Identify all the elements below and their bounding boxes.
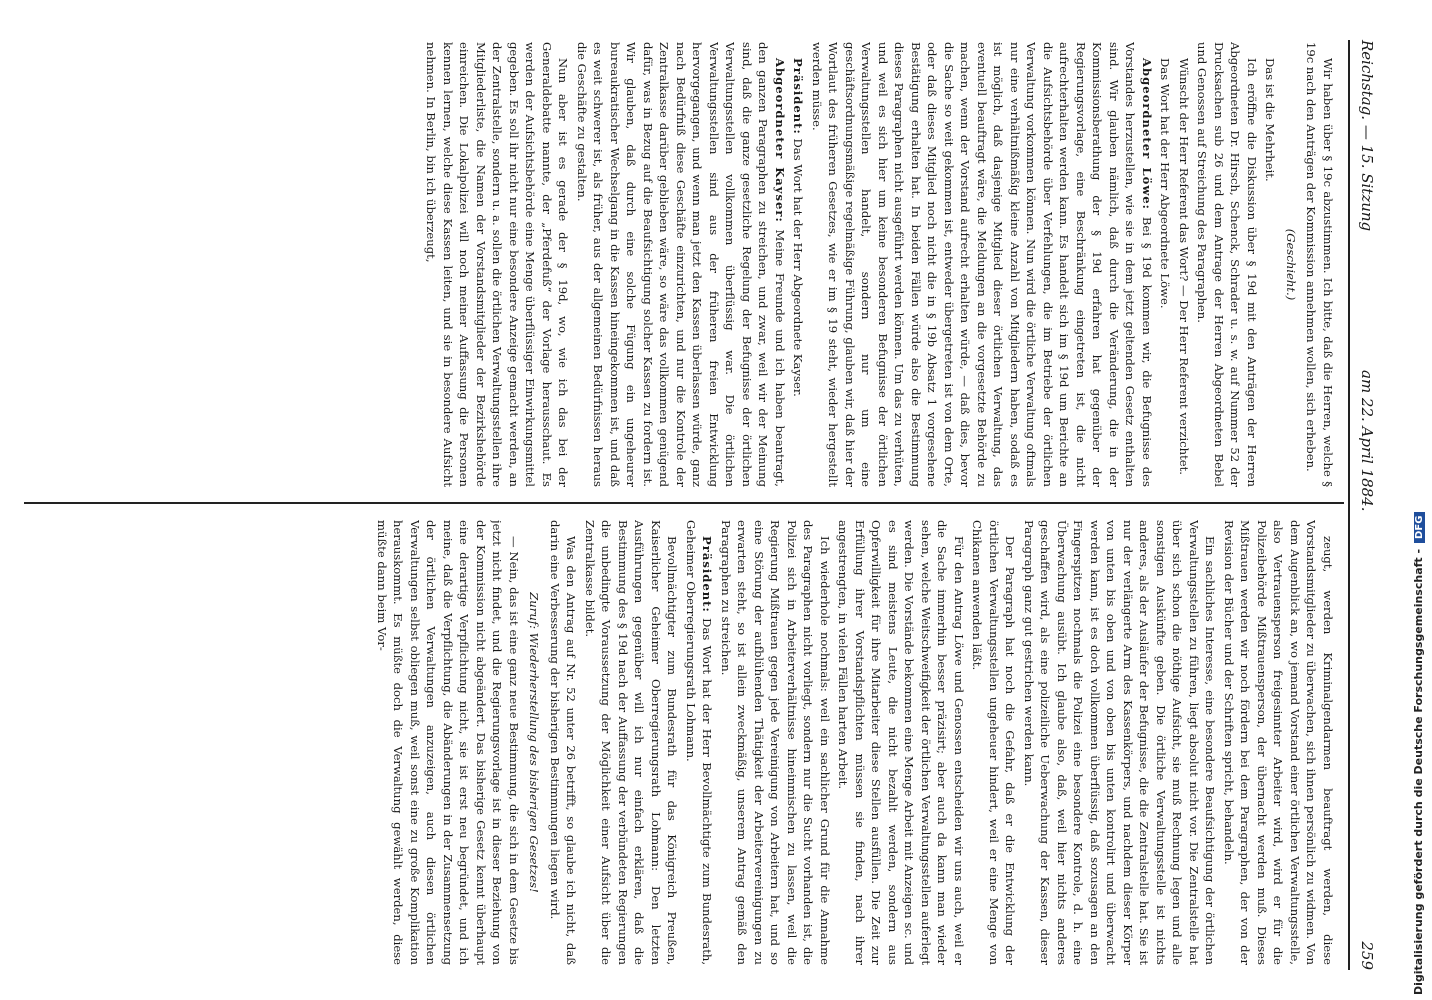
paragraph: Der Paragraph hat noch die Gefahr, daß er die Entwicklung der örtlichen Verwaltungsstellen ungeheuer hindert, weil er eine Menge von Chikanen anwenden läßt.	[970, 520, 1018, 965]
paragraph: Wir haben über § 19c abzustimmen. Ich bitte, daß die Herren, welche § 19c nach den Anträgen der Kommission annehmen wollen, sich erheben.	[1304, 42, 1335, 487]
credit-text: Digitalisierung gefördert durch die Deutsche Forschungsgemeinschaft -	[1412, 548, 1425, 995]
speech-paragraph	[574, 42, 789, 487]
paragraph: Was den Antrag auf Nr. 52 unter 26 betrifft, so glaube ich nicht, daß darin eine Verbesserung der bisherigen Bestimmungen liegen wird.	[548, 520, 579, 965]
paragraph: Ein sachliches Interesse, eine besondere Beaufsichtigung der örtlichen Verwaltungsstellen zu führen, liegt absolut nicht vor. Die Zentralstelle hat über sich schon die nöthige Aufsicht, sie muß Rechnung legen und alle sonstigen Auskünfte geben. Die örtliche Verwaltungsstelle ist nichts anderes, als der Ausläufer der Befugnisse, die die Zentralstelle hat. Sie ist nur der verlängerte Arm des Kassenkörpers, und nachdem dieser Körper von unten bis oben und von oben bis unten kontrolirt und überwacht werden kann, ist es doch vollkommen überflüssig, daß sozusagen an den Fingerspitzen nochmals die Polizei eine besondere Kontrole, d. h. eine Überwachung ausübt. Ich glaube also, daß, weil hier nichts anderes geschaffen wird, als eine polizeiliche Ueberwachung der Kassen, dieser Paragraph ganz gut gestrichen werden kann.	[1022, 520, 1218, 965]
paragraph: Das ist die Mehrheit.	[1263, 58, 1278, 182]
speaker-name: Abgeordneter Kayser:	[773, 58, 787, 223]
paragraph: zeugt, werden Kriminalgendarmen beauftragt werden, diese Vorstandsmitglieder zu überwachen, sich ihnen persönlich zu widmen. Von dem Augenblick an, wo jemand Vorstand einer örtlichen Verwaltungsstelle, also Vertrauensperson freigesinnter Arbeiter wird, wird er für die Polizeibehörde Mißtrauensperson, der übernacht werden muß. Dieses Mißtrauen werden wir noch fördern bei dem Paragraphen, der von der Revision der Bücher und der Schriften spricht, behandeln.	[1222, 520, 1335, 965]
paragraph: Das Wort hat der Herr Abgeordnete Löwe.	[1158, 58, 1173, 309]
page-header	[1346, 40, 1382, 970]
stage-direction: Zuruf: Wiederherstellung des bisherigen Gesetzes!	[527, 592, 542, 893]
speech-text: Bei § 19d kommen wir, die Befugnisse des Vorstandes herzustellen, wie sie in dem jetzt geltenden Gesetz enthalten sind. Wir glauben nämlich, daß durch die Veränderung, die in der Kommissionsberathung der § 19d erfahren hat gegenüber der Regierungsvorlage, eine Beschränkung eingetreten ist, die nicht aufrechterhalten werden kann. Es handelt sich im § 19d um Berichte an die Aufsichtsbehörde über Verfehlungen, die im Betriebe der örtlichen Verwaltung vorkommen können. Nun wird die örtliche Verwaltung oftmals nur eine verhältnißmäßig kleine Anzahl von Mitgliedern haben, sodaß es ist möglich, daß dasjenige Mitglied dieser örtlichen Verwaltung, das eventuell beauftragt wäre, die Meldungen an die vorgesetzte Behörde zu machen, wenn der Vorstand aufrecht erhalten würde, — daß dies, bevor die Sache so weit gekommen ist, entweder übergetreten ist von dem Orte, oder daß dieses Mitglied noch nicht die in § 19b Absatz 1 vorgesehene Bestätigung erhalten hat. In beiden Fällen würde also die Bestimmung dieses Paragraphen nicht ausgeführt werden können. Um das zu verhüten, und weil es sich hier um keine besonderen Befugnisse der örtlichen Verwaltungsstellen handelt, sondern nur um eine geschäftsordnungsmäßige regelmäßige Führung, glauben wir, daß hier der Wortlaut des früheren Gesetzes, wie er im § 19 steht, wieder hergestellt werden müsse.	[810, 42, 1154, 487]
column-divider	[24, 502, 1344, 504]
paragraph: Bevollmächtigter zum Bundesrath für das Königreich Preußen, Kaiserlicher Geheimer Oberregierungsrath Lohmann: Den letzten Ausführungen gegenüber will ich nur einfach erklären, daß die Bestimmung des § 19d nach der Auffassung der verbündeten Regierungen die unbedingte Voraussetzung der Möglichkeit einer Aufsicht über die Zentralkasse bildet.	[583, 520, 680, 965]
paragraph: — Nein, das ist eine ganz neue Bestimmung, die sich in dem Gesetze bis jetzt nicht findet, und die Regierungsvorlage ist in dieser Beziehung von der Kommission nicht abgeändert. Das bisherige Gesetz kennt überhaupt eine derartige Verpflichtung nicht, sie ist erst neu begründet, und ich meine, daß die Verpflichtung, die Abänderungen in der Zusammensetzung der örtlichen Verwaltungen anzuzeigen, auch diesen örtlichen Verwaltungen selbst obliegen muß, weil sonst eine zu große Komplikation herauskommt. Es müßte doch die Verwaltung gewählt werden, diese müßte dann beim Vor-	[375, 520, 521, 965]
speech-paragraph	[683, 520, 716, 965]
paragraph: Für den Antrag Löwe und Genossen entscheiden wir uns auch, weil er die Sache immerhin besser präzisirt; aber auch da kann man wieder sehen, welche Weitschweifigkeit der örtlichen Verwaltungsstellen auferlegt werden. Die Vorstände bekommen eine Menge Arbeit mit Anzeigen sc. und es sind meistens Leute, die nicht bezahlt werden, sondern aus Opferwilligkeit für ihre Mitarbeiter diese Stellen ausfüllen. Die Zeit zur Erfüllung ihrer Vorstandspflichten müssen sie finden, nach ihrer angestrengten, in vielen Fällen harten Arbeit.	[836, 520, 966, 965]
speech-text: Meine Freunde und ich haben beantragt, den ganzen Paragraphen zu streichen, und zwar, weil wir der Meinung sind, daß die ganze gesetzliche Regelung der Befugnisse der örtlichen Verwaltungsstellen vollkommen überflüssig war. Die örtlichen Verwaltungsstellen sind aus der früheren freien Entwicklung hervorgegangen, und wenn man jetzt den Kassen überlassen würde, ganz nach Bedürfniß diese Geschäfte einzurichten, und nur die Kontrole der Zentralkasse darüber geblieben wäre, so wäre das vollkommen genügend dafür, was in Bezug auf die Beaufsichtigung solcher Kassen zu fordern ist. Wir glauben, daß durch eine solche Fügung ein ungeheurer bureaukratischer Wechselgang in die Kassen hineingekommen ist, und daß es weit schwerer ist, als früher, aus der allgemeinen Bedürfnissen heraus die Geschäfte zu gestalten.	[575, 42, 787, 487]
dfg-logo: DFG	[1414, 512, 1425, 543]
speech-text: Das Wort hat der Herr Bevollmächtigte zum Bundesrath, Geheimer Oberregierungsrath Lohmann.	[684, 520, 715, 965]
stage-direction: (Geschieht.)	[1284, 228, 1298, 301]
speech-text: Das Wort hat der Herr Abgeordnete Kayser.	[791, 134, 806, 397]
paragraph: Ich wiederhole nochmals: weil ein sachlicher Grund für die Annahme des Paragraphen nicht vorliegt, sondern nur die Sucht vorhanden ist, die Polizei sich in Arbeiterverhältnisse hineinmischen zu lassen, weil die Regierung Mißtrauen gegen jede Vereinigung von Arbeitern hat, und so eine Störung der aufblühenden Thätigkeit der Arbeitervereinigungen zu erwarten steht, so ist allein zweckmäßig, unserem Antrag gemäß den Paragraphen zu streichen.	[719, 520, 832, 965]
speech-paragraph	[809, 42, 1156, 487]
speech-paragraph	[790, 42, 807, 487]
credit-sidebar	[1408, 0, 1432, 1000]
right-column	[36, 520, 1336, 965]
paragraph: Ich eröffne die Diskussion über § 19d mit den Anträgen der Herren Abgeordneten Dr. Hirsch, Schenck, Schrader u. s. w. auf Nummer 52 der Drucksachen sub 26 und dem Antrage der Herren Abgeordneten Bebel und Genossen auf Streichung des Paragraphen.	[1195, 42, 1259, 487]
speaker-name: Präsident:	[791, 58, 806, 135]
page-number: 259	[1358, 941, 1376, 970]
header-left: Reichstag. — 15. Sitzung	[1358, 40, 1376, 232]
paragraph: Wünscht der Herr Referent das Wort? — Der Herr Referent verzichtet.	[1177, 58, 1191, 475]
paragraph: Nun aber ist es gerade der § 19d, wo, wie ich das bei der Generaldebatte nannte, der „Pferdefuß“ der Vorlage herausschaut. Es werden der Aufsichtsbehörde eine Menge überflüssiger Einwirkungsmittel gegeben. Es soll ihr nicht nur eine besondere Anzeige gemacht werden, an der Zentralstelle, sondern u. a. sollen die örtlichen Verwaltungsstellen ihre Mitgliederliste, die Namen der Vorstandsmitglieder der Bezirkshehörde einreichen. Die Lokalpolizei will noch meiner Auffassung die Personen kennen lernen, welche diese Kassen leiten, und sie in besondere Aufsicht nehmen. In Berlin, bin ich überzeugt,	[424, 42, 571, 487]
dfg-credit	[1412, 512, 1425, 995]
speaker-name: Abgeordneter Löwe:	[1140, 58, 1154, 210]
header-date: am 22. April 1884.	[1358, 370, 1376, 512]
speaker-name: Präsident:	[700, 536, 715, 613]
header-rule	[1348, 40, 1350, 970]
left-column	[36, 42, 1336, 487]
